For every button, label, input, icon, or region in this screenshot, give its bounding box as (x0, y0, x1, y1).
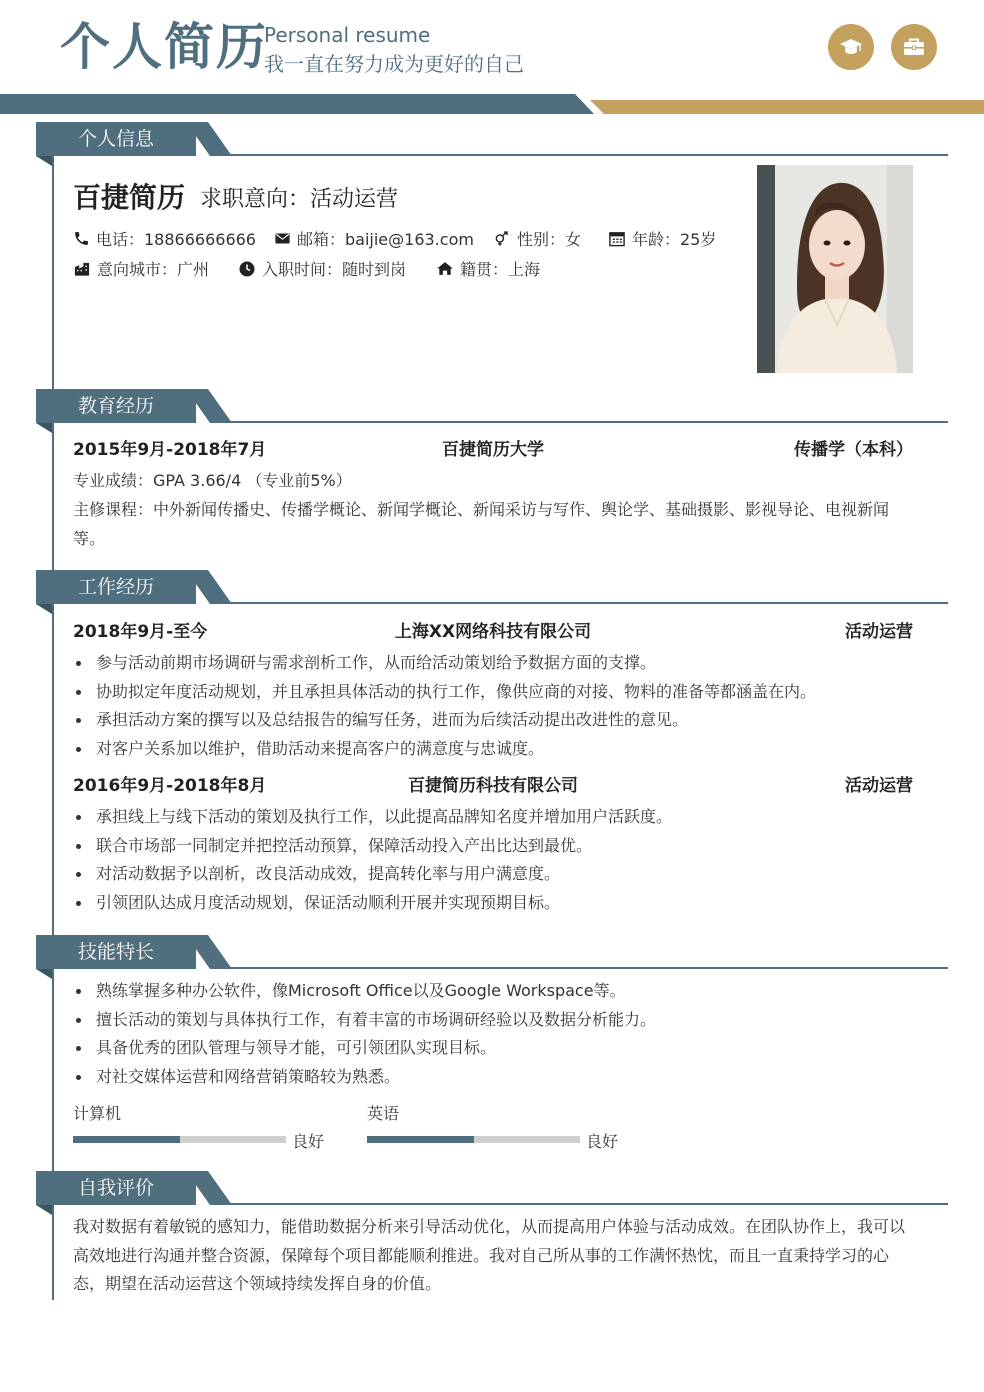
subtitle-english: Personal resume (264, 23, 431, 47)
city-info: 意向城市：广州 (73, 257, 209, 280)
age-info: 年龄：25岁 (608, 227, 716, 250)
list-item: 承担活动方案的撰写以及总结报告的编写任务，进而为后续活动提出改进性的意见。 (73, 706, 923, 735)
section-header-work (36, 570, 948, 606)
education-courses: 主修课程：中外新闻传播史、传播学概论、新闻学概论、新闻采访与写作、舆论学、基础摄影、影视导论、电视新闻等。 (73, 500, 890, 548)
list-item: 擅长活动的策划与具体执行工作，有着丰富的市场调研经验以及数据分析能力。 (73, 1006, 923, 1035)
clock-icon (238, 260, 256, 278)
job-role: 活动运营 (845, 776, 913, 796)
skill-bar-english (367, 1136, 580, 1143)
gender-info: 性别：女 (493, 227, 581, 250)
section-title: 技能特长 (36, 935, 196, 969)
header-band-primary (0, 94, 594, 114)
skill-label-english: 英语 (367, 1104, 400, 1123)
skill-level-english: 良好 (586, 1132, 619, 1151)
left-vertical-line (52, 150, 54, 1300)
list-item: 联合市场部一同制定并把控活动预算，保障活动投入产出比达到最优。 (73, 832, 923, 861)
profile-photo (757, 165, 913, 373)
city-icon (73, 260, 91, 277)
email-info: 邮箱：baijie@163.com (274, 227, 474, 250)
section-header-personal-info (36, 122, 948, 158)
job-period: 2016年9月-2018年8月 (73, 776, 267, 796)
education-period: 2015年9月-2018年7月 (73, 440, 267, 460)
list-item: 具备优秀的团队管理与领导才能，可引领团队实现目标。 (73, 1034, 923, 1063)
section-title: 工作经历 (36, 570, 196, 604)
list-item: 引领团队达成月度活动规划，保证活动顺利开展并实现预期目标。 (73, 889, 923, 918)
mail-icon (274, 230, 291, 247)
skill-label-computer: 计算机 (73, 1104, 122, 1123)
phone-info: 电话：18866666666 (73, 227, 256, 250)
education-grades: 专业成绩：GPA 3.66/4 （专业前5%） (73, 471, 352, 490)
list-item: 承担线上与线下活动的策划及执行工作，以此提高品牌知名度并增加用户活跃度。 (73, 803, 923, 832)
section-title: 个人信息 (36, 122, 196, 156)
education-major: 传播学（本科） (794, 440, 913, 460)
graduation-cap-icon (828, 24, 874, 70)
list-item: 协助拟定年度活动规划，并且承担具体活动的执行工作，像供应商的对接、物料的准备等都涵盖在内。 (73, 678, 923, 707)
section-header-education (36, 389, 948, 425)
education-school: 百捷简历大学 (442, 440, 544, 460)
job-duties-list (73, 649, 923, 763)
start-time-info: 入职时间：随时到岗 (238, 257, 406, 280)
skill-level-computer: 良好 (292, 1132, 325, 1151)
list-item: 对客户关系加以维护，借助活动来提高客户的满意度与忠诚度。 (73, 735, 923, 764)
section-header-self-evaluation (36, 1171, 948, 1207)
skills-list (73, 977, 923, 1091)
job-company: 上海XX网络科技有限公司 (394, 622, 592, 642)
hometown-info: 籍贯：上海 (436, 257, 540, 280)
section-header-skills (36, 935, 948, 971)
phone-icon (73, 230, 90, 247)
list-item: 熟练掌握多种办公软件，像Microsoft Office以及Google Workspace等。 (73, 977, 923, 1006)
job-company: 百捷简历科技有限公司 (408, 776, 578, 796)
job-intent: 求职意向：活动运营 (200, 187, 399, 212)
home-icon (436, 260, 454, 277)
skill-bar-computer (73, 1136, 286, 1143)
subtitle-chinese: 我一直在努力成为更好的自己 (264, 52, 524, 76)
page-title: 个人简历 (60, 18, 268, 76)
candidate-name: 百捷简历 (73, 181, 186, 214)
section-title: 教育经历 (36, 389, 196, 423)
calendar-icon (608, 230, 626, 247)
job-period: 2018年9月-至今 (73, 622, 208, 642)
list-item: 对社交媒体运营和网络营销策略较为熟悉。 (73, 1063, 923, 1092)
briefcase-icon (891, 24, 937, 70)
job-role: 活动运营 (845, 622, 913, 642)
self-evaluation-text: 我对数据有着敏锐的感知力，能借助数据分析来引导活动优化，从而提高用户体验与活动成效。在团队协作上，我可以高效地进行沟通并整合资源，保障每个项目都能顺利推进。我对自己所从事的工作满怀热忱，而且一直秉持学习的心态，期望在活动运营这个领域持续发挥自身的价值。 (73, 1217, 906, 1293)
section-title: 自我评价 (36, 1171, 196, 1205)
header-band-accent (590, 100, 984, 114)
list-item: 对活动数据予以剖析，改良活动成效，提高转化率与用户满意度。 (73, 860, 923, 889)
job-duties-list (73, 803, 923, 917)
gender-icon (493, 230, 511, 247)
list-item: 参与活动前期市场调研与需求剖析工作，从而给活动策划给予数据方面的支撑。 (73, 649, 923, 678)
